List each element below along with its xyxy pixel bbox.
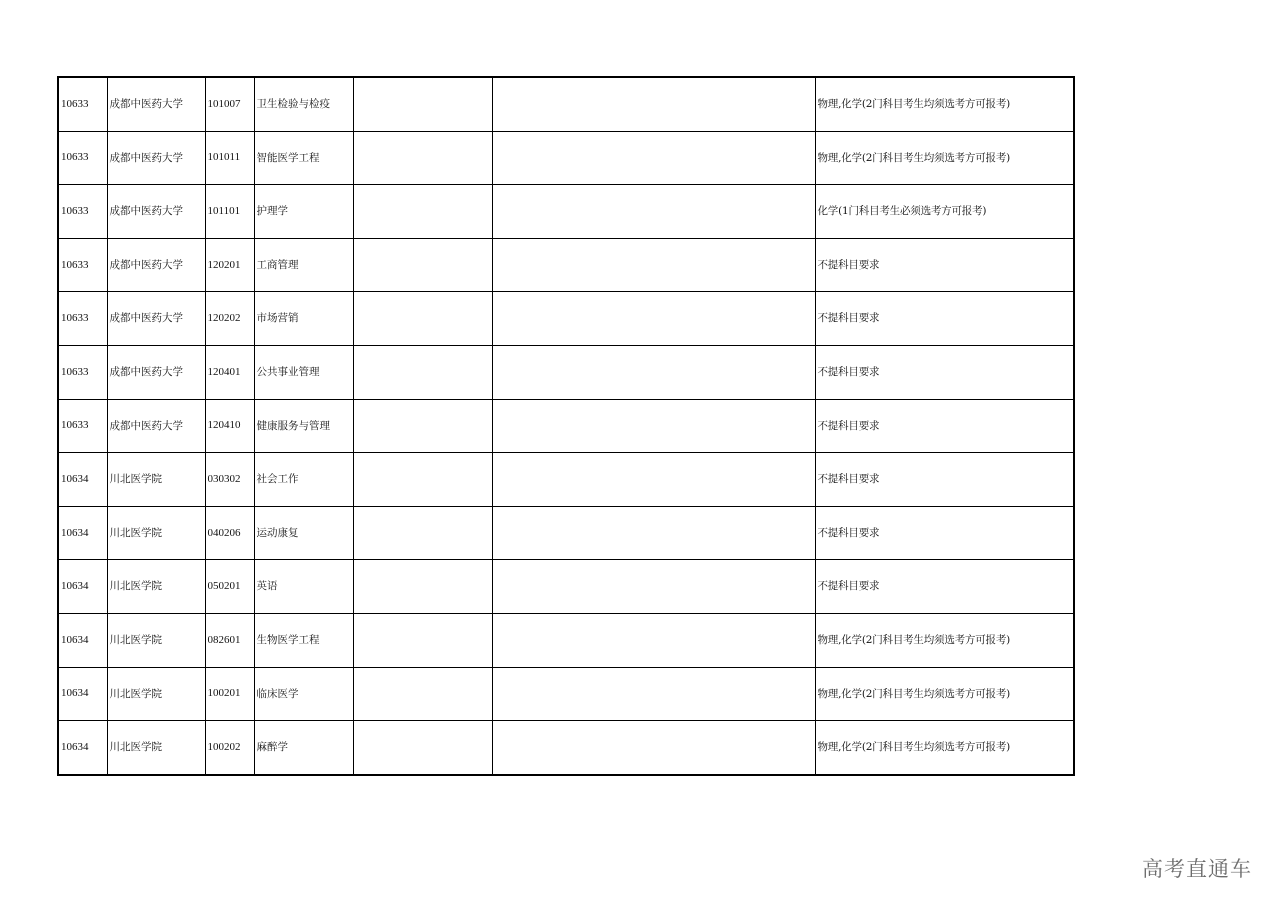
school-name-cell: 川北医学院 bbox=[107, 560, 205, 614]
table-row bbox=[58, 238, 1074, 292]
major-code-cell: 100202 bbox=[205, 721, 254, 775]
school-name-cell: 川北医学院 bbox=[107, 667, 205, 721]
major-name-cell: 护理学 bbox=[254, 185, 353, 239]
empty-cell bbox=[353, 185, 492, 239]
table-row bbox=[58, 613, 1074, 667]
major-name-cell: 社会工作 bbox=[254, 453, 353, 507]
school-code-cell: 10633 bbox=[58, 77, 107, 131]
school-name-cell: 川北医学院 bbox=[107, 453, 205, 507]
subject-requirement-cell: 不提科目要求 bbox=[815, 238, 1074, 292]
major-code-cell: 101011 bbox=[205, 131, 254, 185]
empty-cell bbox=[492, 77, 815, 131]
empty-cell bbox=[492, 721, 815, 775]
subject-requirement-cell: 不提科目要求 bbox=[815, 506, 1074, 560]
major-name-cell: 临床医学 bbox=[254, 667, 353, 721]
major-code-cell: 040206 bbox=[205, 506, 254, 560]
empty-cell bbox=[353, 613, 492, 667]
major-name-cell: 智能医学工程 bbox=[254, 131, 353, 185]
subject-requirement-cell: 不提科目要求 bbox=[815, 345, 1074, 399]
table-row bbox=[58, 560, 1074, 614]
subject-requirement-cell: 不提科目要求 bbox=[815, 399, 1074, 453]
table-row bbox=[58, 77, 1074, 131]
empty-cell bbox=[353, 399, 492, 453]
empty-cell bbox=[492, 560, 815, 614]
empty-cell bbox=[353, 238, 492, 292]
subject-requirement-cell: 物理,化学(2门科目考生均须选考方可报考) bbox=[815, 667, 1074, 721]
table-row bbox=[58, 667, 1074, 721]
major-name-cell: 健康服务与管理 bbox=[254, 399, 353, 453]
subject-requirement-cell: 不提科目要求 bbox=[815, 292, 1074, 346]
table-row bbox=[58, 185, 1074, 239]
subject-requirement-cell: 物理,化学(2门科目考生均须选考方可报考) bbox=[815, 721, 1074, 775]
empty-cell bbox=[492, 667, 815, 721]
school-name-cell: 川北医学院 bbox=[107, 721, 205, 775]
empty-cell bbox=[492, 345, 815, 399]
major-name-cell: 运动康复 bbox=[254, 506, 353, 560]
empty-cell bbox=[492, 292, 815, 346]
table-row bbox=[58, 399, 1074, 453]
school-name-cell: 川北医学院 bbox=[107, 613, 205, 667]
school-name-cell: 成都中医药大学 bbox=[107, 185, 205, 239]
major-code-cell: 082601 bbox=[205, 613, 254, 667]
school-name-cell: 成都中医药大学 bbox=[107, 131, 205, 185]
major-name-cell: 英语 bbox=[254, 560, 353, 614]
school-code-cell: 10633 bbox=[58, 131, 107, 185]
subject-requirement-cell: 物理,化学(2门科目考生均须选考方可报考) bbox=[815, 613, 1074, 667]
school-name-cell: 成都中医药大学 bbox=[107, 77, 205, 131]
empty-cell bbox=[492, 399, 815, 453]
school-code-cell: 10634 bbox=[58, 560, 107, 614]
empty-cell bbox=[353, 131, 492, 185]
major-name-cell: 生物医学工程 bbox=[254, 613, 353, 667]
school-code-cell: 10634 bbox=[58, 721, 107, 775]
major-name-cell: 工商管理 bbox=[254, 238, 353, 292]
empty-cell bbox=[353, 453, 492, 507]
empty-cell bbox=[353, 292, 492, 346]
subject-requirement-cell: 不提科目要求 bbox=[815, 453, 1074, 507]
subject-requirement-cell: 化学(1门科目考生必须选考方可报考) bbox=[815, 185, 1074, 239]
empty-cell bbox=[492, 131, 815, 185]
major-code-cell: 100201 bbox=[205, 667, 254, 721]
subject-requirement-cell: 物理,化学(2门科目考生均须选考方可报考) bbox=[815, 131, 1074, 185]
empty-cell bbox=[353, 506, 492, 560]
empty-cell bbox=[353, 667, 492, 721]
school-name-cell: 成都中医药大学 bbox=[107, 238, 205, 292]
school-code-cell: 10633 bbox=[58, 399, 107, 453]
table-body bbox=[58, 77, 1074, 775]
table-row bbox=[58, 131, 1074, 185]
table-row bbox=[58, 506, 1074, 560]
school-code-cell: 10634 bbox=[58, 667, 107, 721]
school-name-cell: 成都中医药大学 bbox=[107, 345, 205, 399]
school-name-cell: 川北医学院 bbox=[107, 506, 205, 560]
subject-requirement-cell: 不提科目要求 bbox=[815, 560, 1074, 614]
watermark-text: 高考直通车 bbox=[1142, 857, 1252, 881]
empty-cell bbox=[492, 238, 815, 292]
major-name-cell: 市场营销 bbox=[254, 292, 353, 346]
table-row bbox=[58, 292, 1074, 346]
empty-cell bbox=[492, 453, 815, 507]
table-row bbox=[58, 721, 1074, 775]
subject-requirements-table bbox=[57, 76, 1075, 776]
empty-cell bbox=[353, 345, 492, 399]
major-code-cell: 120201 bbox=[205, 238, 254, 292]
major-name-cell: 公共事业管理 bbox=[254, 345, 353, 399]
school-code-cell: 10633 bbox=[58, 345, 107, 399]
school-code-cell: 10634 bbox=[58, 613, 107, 667]
table-row bbox=[58, 345, 1074, 399]
empty-cell bbox=[492, 613, 815, 667]
major-name-cell: 麻醉学 bbox=[254, 721, 353, 775]
subject-requirement-cell: 物理,化学(2门科目考生均须选考方可报考) bbox=[815, 77, 1074, 131]
empty-cell bbox=[353, 560, 492, 614]
school-name-cell: 成都中医药大学 bbox=[107, 399, 205, 453]
school-code-cell: 10634 bbox=[58, 506, 107, 560]
empty-cell bbox=[492, 185, 815, 239]
empty-cell bbox=[353, 77, 492, 131]
school-code-cell: 10634 bbox=[58, 453, 107, 507]
empty-cell bbox=[492, 506, 815, 560]
school-code-cell: 10633 bbox=[58, 185, 107, 239]
school-code-cell: 10633 bbox=[58, 292, 107, 346]
major-code-cell: 120410 bbox=[205, 399, 254, 453]
major-code-cell: 030302 bbox=[205, 453, 254, 507]
major-code-cell: 120401 bbox=[205, 345, 254, 399]
major-name-cell: 卫生检验与检疫 bbox=[254, 77, 353, 131]
school-code-cell: 10633 bbox=[58, 238, 107, 292]
major-code-cell: 120202 bbox=[205, 292, 254, 346]
major-code-cell: 101007 bbox=[205, 77, 254, 131]
empty-cell bbox=[353, 721, 492, 775]
major-code-cell: 050201 bbox=[205, 560, 254, 614]
school-name-cell: 成都中医药大学 bbox=[107, 292, 205, 346]
major-code-cell: 101101 bbox=[205, 185, 254, 239]
table-row bbox=[58, 453, 1074, 507]
